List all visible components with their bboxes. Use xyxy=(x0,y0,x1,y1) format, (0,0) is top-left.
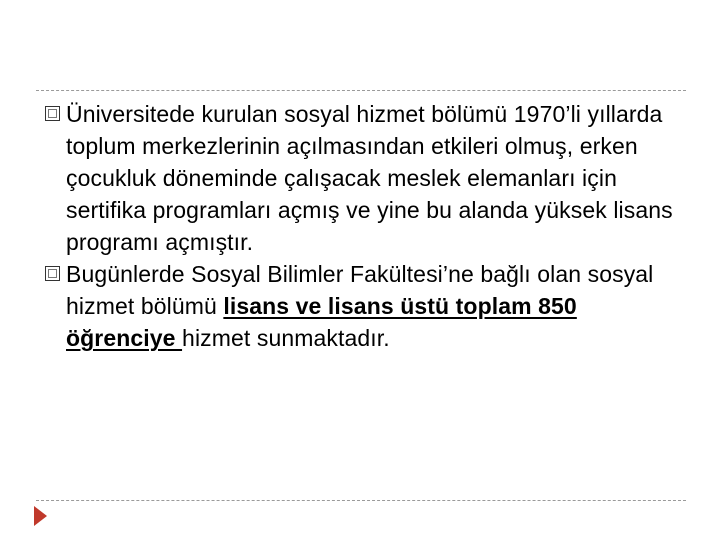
bullet-text-start: Bugünlerde Sosyal Bilimler Fakültesi’ne bağlı olan sosyal hizmet bölümü xyxy=(66,261,654,319)
next-slide-arrow-icon[interactable] xyxy=(34,506,47,526)
bullet-item xyxy=(44,98,684,258)
bullet-text-end: hizmet sunmaktadır. xyxy=(182,325,390,351)
bullet-text: Üniversitede kurulan sosyal hizmet bölümü 1970’li yıllarda toplum merkezlerinin açılmasından etkileri olmuş, erken çocukluk döneminde çalışacak meslek elemanları için sertifika programları açmış ve yine bu alanda yüksek lisans programı açmıştır. xyxy=(66,101,673,255)
square-bullet-icon xyxy=(45,266,60,281)
bottom-divider xyxy=(36,500,686,501)
slide-body xyxy=(44,98,684,354)
bullet-item xyxy=(44,258,684,354)
square-bullet-icon xyxy=(45,106,60,121)
top-divider xyxy=(36,90,686,91)
bullet-emphasis: lisans ve lisans üstü toplam 850 öğrenciye xyxy=(66,293,577,351)
